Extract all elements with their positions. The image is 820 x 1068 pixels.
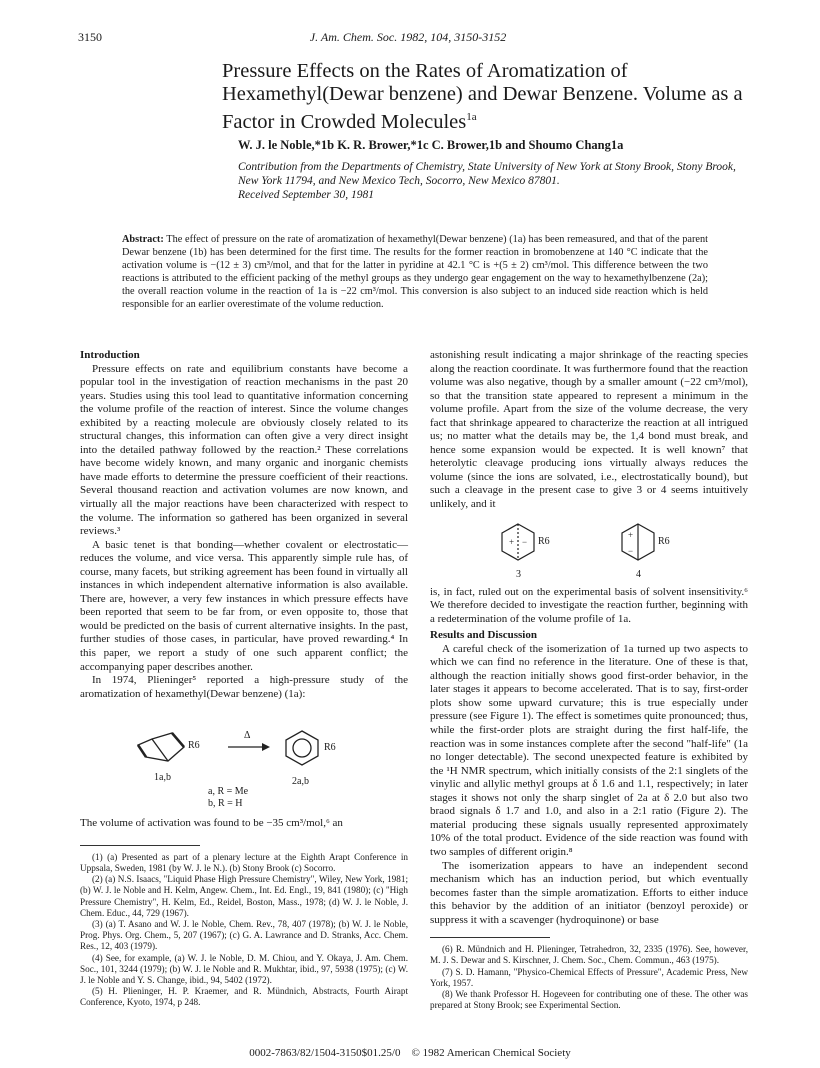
compound-label: 1a,b (154, 772, 171, 784)
substituent-label: R6 (658, 535, 670, 547)
paragraph: In 1974, Plieninger⁵ reported a high-pressure study of the aromatization of hexamethyl(Dewar benzene) (1a): (80, 674, 408, 700)
right-column (430, 349, 748, 1011)
benzene-structure (286, 731, 318, 765)
abstract-label: Abstract: (122, 234, 164, 245)
footnote: (7) S. D. Hamann, "Physico-Chemical Effects of Pressure", Academic Press, New York, 1957. (430, 966, 748, 988)
copyright: © 1982 American Chemical Society (411, 1047, 571, 1059)
affiliation-text: Contribution from the Departments of Chemistry, State University of New York at Stony Brook, Stony Brook, New York 11794, and New Mexico Tech, Socorro, New Mexico 87801. (238, 161, 736, 187)
footnote: (2) (a) N.S. Isaacs, "Liquid Phase High Pressure Chemistry", Wiley, New York, 1981; (b) W. J. le Noble and H. Kelm, Angew. Chem., Int. Ed. Engl., 19, 841 (1980); (c) "High Pressure Chemistry", H. Kelm, Ed., Reidel, Boston, Mass., 1978; (d) W. J. le Noble, J. Chem. Educ., 44, 729 (1967). (80, 874, 408, 918)
paragraph: is, in fact, ruled out on the experimental basis of solvent insensitivity.⁶ We therefore decided to investigate the reaction further, beginning with a redetermination of the volume profile of 1a. (430, 585, 748, 625)
received-date: Received September 30, 1981 (238, 189, 375, 201)
substituent-legend: a, R = Me (208, 786, 249, 798)
compound-label: 4 (636, 568, 641, 580)
compound-label: 3 (516, 568, 521, 580)
reaction-scheme (80, 711, 408, 811)
abstract-text: The effect of pressure on the rate of aromatization of hexamethyl(Dewar benzene) (1a) has been remeasured, and that of the parent Dewar benzene (1b) has been determined for the first time. The results for the former reaction in bromobenzene at 140 °C indicate that the activation volume is −(12 ± 3) cm³/mol, and that for the latter in pyridine at 42.1 °C is +(5 ± 2) cm³/mol. This difference between the two reactions is attributed to the efficient packing of the methyl groups as they undergo gear engagement on the way to hexamethylbenzene (2a); the overall reaction volume in the reaction of 1a is −22 cm³/mol. This conversion is also subject to an induced side reaction which is held responsible for an earlier overestimate of the volume reduction. (122, 234, 708, 310)
page-footer (0, 1047, 820, 1059)
results-heading: Results and Discussion (430, 629, 537, 642)
footnote: (1) (a) Presented as part of a plenary lecture at the Eighth Arapt Conference in Uppsala, Sweden, 1981 (by W. J. le N.). (b) Stony Brook (c) Socorro. (80, 851, 408, 873)
paragraph: The volume of activation was found to be −35 cm³/mol,⁶ an (80, 817, 343, 830)
svg-text:+: + (628, 529, 634, 540)
footnote: (8) We thank Professor H. Hogeveen for contributing one of these. The other was prepared at Stony Brook; see Experimental Section. (430, 989, 748, 1011)
footnote: (5) H. Plieninger, H. P. Kraemer, and R. Mündnich, Abstracts, Fourth Airapt Conference, Kyoto, 1974, p 248. (80, 986, 408, 1008)
substituent-label: R6 (188, 740, 200, 752)
paragraph: astonishing result indicating a major shrinkage of the reacting species along the reaction coordinate. It was furthermore found that the reaction volume was also negative, though by a smaller amount (−22 cm³/mol), so that the transition state appeared to represent a minimum in the volume profile. Apart from the size of the volume decrease, the very fact that shrinkage appeared to characterize the reaction at all intrigued us; no matter what the details may be, the 1,4 bond must break, and hence some expansion would be expected. It is well known⁷ that heterolytic cleavage producing ions virtually always reduces the volume (since the ions are solvated, i.e., electrostatically bound), but such a cleavage in the present case to give 3 or 4 seems intuitively unlikely, and it (430, 349, 748, 511)
journal-citation: J. Am. Chem. Soc. 1982, 104, 3150-3152 (309, 30, 507, 44)
paragraph: A careful check of the isomerization of 1a turned up two aspects to which we can find no reference in the literature. One of these is that, although the reaction initially shows good first-order behavior, in the later stages it appears to become accelerated. That is to say, first-order plots show some upward curvature; this is true especially under pressure (see Figure 1). The effect is sometimes quite pronounced; thus, while the first-order plots are straight during the first half-life, the reaction was in some instances complete after the second "half-life" (1a no longer detectable). The second unexpected feature is exhibited by the ¹H NMR spectrum, which initially consists of the 2:1 singlets of the vinylic and allylic methyl groups at δ 1.6 and 1.1, respectively; in later stages it shows not only the sharp singlet of 2a at δ 2.0 but also two braod signals δ 1.7 and 1.0, and also in a 2:1 ratio (Figure 2). The material producing these signals usually represented approximately 10% of the total product. Evidence of the side reaction was found with two samples of different origin.⁸ (430, 642, 748, 858)
footnotes (80, 852, 408, 1009)
left-column (80, 349, 408, 1009)
compound-label: 2a,b (292, 776, 309, 788)
footnote: (3) (a) T. Asano and W. J. le Noble, Chem. Rev., 78, 407 (1978); (b) W. J. le Noble, Prog. Phys. Org. Chem., 5, 207 (1967); (c) G. A. Lawrance and D. Stranks, Acc. Chem. Res., 12, 403 (1979). (80, 918, 408, 952)
title-footnote-mark: 1a (466, 111, 477, 123)
structure-3 (502, 524, 534, 560)
structure-4 (622, 524, 654, 560)
footnote: (4) See, for example, (a) W. J. le Noble, D. M. Chiou, and Y. Okaya, J. Am. Chem. Soc., 101, 3244 (1979); (b) W. J. le Noble and R. Mukhtar, ibid., 97, 5938 (1975); (c) W. J. le Noble and Y. S. Change, ibid., 94, 5402 (1972). (80, 952, 408, 985)
ionic-structures-drawing (430, 518, 748, 582)
author-list: W. J. le Noble,*1b K. R. Brower,*1c C. Brower,1b and Shoumo Chang1a (238, 138, 624, 152)
footnote: (6) R. Mündnich and H. Plieninger, Tetrahedron, 32, 2335 (1976). See, however, M. J. S. Dewar and S. Kirschner, J. Chem. Soc., Chem. Commun., 463 (1975). (430, 944, 748, 966)
substituent-legend: b, R = H (208, 798, 243, 810)
introduction-heading: Introduction (80, 349, 140, 361)
dewar-benzene-structure (138, 733, 184, 761)
page-number: 3150 (78, 30, 102, 44)
paragraph: A basic tenet is that bonding—whether covalent or electrostatic—reduces the volume, and vice versa. This apparently simple rule has, of course, many facets, but striking agreement has been found in virtually all instances in which independent alternative information is also available. There are, however, a very few instances in which pressure effects have been reported that seem to be far from, or even opposite to, those that would be predicted on the basis of current alternative insights. In the past, further studies of those cases, in particular, have proved rewarding.⁴ In this paper, we report a study of one such apparent conflict; the accompanying paper describes another. (80, 538, 408, 673)
ionic-structures (430, 518, 748, 582)
svg-text:−: − (522, 536, 528, 547)
svg-text:−: − (628, 545, 634, 556)
paragraph: Pressure effects on rate and equilibrium constants have become a popular tool in the investigation of reaction mechanisms in the past 20 years. Studies using this tool lead to quantitative information concerning the volume profile of the reaction of interest. Since the volume changes exhibited by a reacting molecule are obviously closely related to its structural changes, this information can often give a very direct insight into the detailed pathway followed by the reaction.² These correlations have become widely known, and many organic and inorganic chemists have made efforts to determine the pressure coefficient of their reactions. Several thousand reaction and activation volumes are now known, and virtually all the major reactions have been characterized with respect to the volume. The information so gathered has been organized in several reviews.³ (80, 362, 408, 538)
substituent-label: R6 (324, 742, 336, 754)
paragraph: The isomerization appears to have an independent second mechanism which has an induction period, but which eventually becomes faster than the simple aromatization. Efforts to either induce this behavior by the addition of an initiator (benzoyl peroxide) or suppress it with a scavenger (hydroquinone) or base (430, 859, 748, 926)
article-code: 0002-7863/82/1504-3150$01.25/0 (249, 1047, 401, 1059)
abstract (122, 233, 708, 311)
footnote-divider (80, 845, 200, 846)
footnote-divider (430, 937, 550, 938)
substituent-label: R6 (538, 535, 550, 547)
article-title: Pressure Effects on the Rates of Aromatization of Hexamethyl(Dewar benzene) and Dewar Benzene. Volume as a Factor in Crowded Molecules$^{1a}$ (222, 60, 743, 133)
footnotes (430, 944, 748, 1011)
heat-symbol: Δ (244, 730, 251, 742)
affiliation (238, 160, 758, 202)
svg-text:+: + (509, 536, 515, 547)
